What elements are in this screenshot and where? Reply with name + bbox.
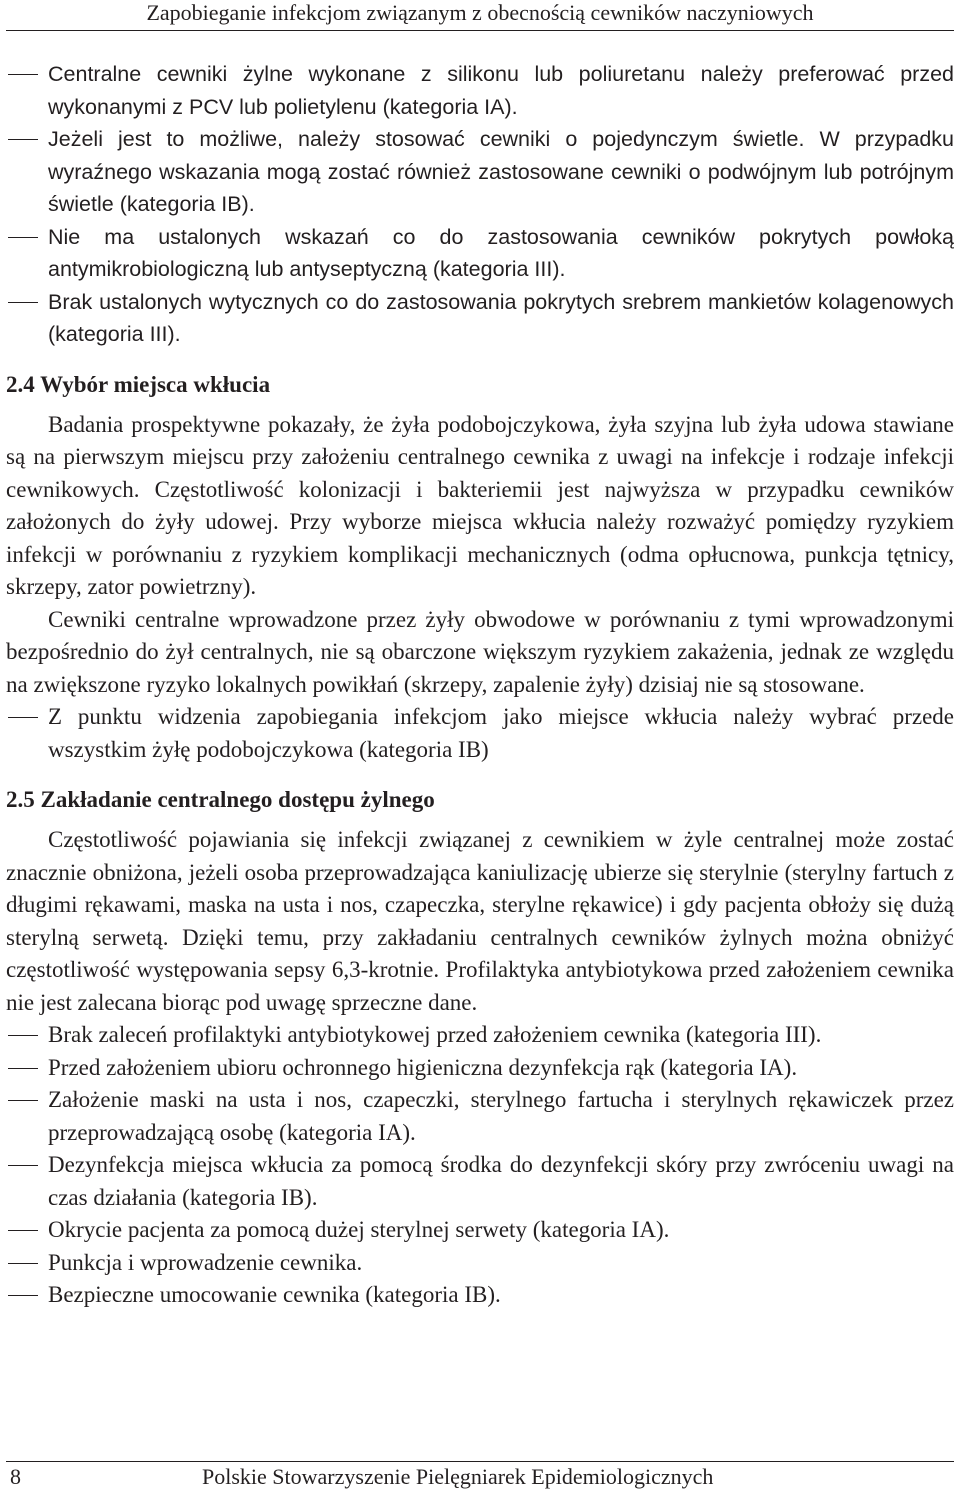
dash-marker	[8, 1295, 38, 1296]
list-item-text: Bezpieczne umocowanie cewnika (kategoria IB).	[48, 1282, 501, 1307]
running-header: Zapobieganie infekcjom związanym z obecnością cewników naczyniowych	[146, 0, 814, 25]
section-heading-2-4: 2.4 Wybór miejsca wkłucia	[6, 371, 271, 397]
body-paragraph: Badania prospektywne pokazały, że żyła podobojczykowa, żyła szyjna lub żyła udowa stawiane są na pierwszym miejscu przy założeniu centralnego cewnika z uwagi na infekcje i rodzaje infekcji cewnikowych. Częstotliwość kolonizacji i bakteriemii jest najwyższa w przypadku cewników założonych do żyły udowej. Przy wyborze miejsca wkłucia należy rozważyć pomiędzy ryzykiem infekcji w porównaniu z ryzykiem komplikacji mechanicznych (odma opłucnowa, punkcja tętnicy, skrzepy, zator powietrzny).	[6, 411, 954, 599]
list-item	[6, 1247, 954, 1280]
list-item	[6, 701, 954, 766]
dash-marker	[8, 1068, 38, 1069]
dash-marker	[8, 717, 38, 718]
list-item-text: Centralne cewniki żylne wykonane z silikonu lub poliuretanu należy preferować przed wykonanymi z PCV lub polietylenu (kategoria IA).	[48, 62, 954, 119]
dash-marker	[8, 237, 38, 238]
dash-marker	[8, 1165, 38, 1166]
header-divider	[6, 30, 954, 31]
list-item-text: Dezynfekcja miejsca wkłucia za pomocą środka do dezynfekcji skóry przy zwróceniu uwagi na czas działania (kategoria IB).	[48, 1152, 954, 1210]
list-item	[6, 1214, 954, 1247]
list-item	[6, 58, 954, 123]
body-paragraph: Cewniki centralne wprowadzone przez żyły obwodowe w porównaniu z tymi wprowadzonymi bezpośrednio do żył centralnych, nie są obarczone większym ryzykiem zakażenia, jednak ze względu na zwiększone ryzyko lokalnych powikłań (skrzepy, zapalenie żyły) dzisiaj nie są stosowane.	[6, 606, 954, 697]
page-number: 8	[10, 1464, 21, 1489]
list-item-text: Jeżeli jest to możliwe, należy stosować cewniki o pojedynczym świetle. W przypadku wyraźnego wskazania mogą zostać również zastosowane cewniki o podwójnym lub potrójnym świetle (kategoria IB).	[48, 127, 954, 216]
list-item	[6, 1019, 954, 1052]
body-paragraph: Częstotliwość pojawiania się infekcji związanej z cewnikiem w żyle centralnej może zostać znacznie obniżona, jeżeli osoba przeprowadzająca kaniulizację ubierze się sterylnie (sterylny fartuch z długimi rękawami, maska na usta i nos, czapeczka, sterylne rękawice) i gdy pacjenta obłoży się dużą sterylną serwetą. Dzięki temu, przy zakładaniu centralnych cewników żylnych można obniżyć częstotliwość występowania sepsy 6,3-krotnie. Profilaktyka antybiotykowa przed założeniem cewnika nie jest zalecana biorąc pod uwagę sprzeczne dane.	[6, 827, 954, 1015]
list-item-text: Brak zaleceń profilaktyki antybiotykowej przed założeniem cewnika (kategoria III).	[48, 1022, 822, 1047]
list-item-text: Punkcja i wprowadzenie cewnika.	[48, 1249, 363, 1275]
list-item-text: Z punktu widzenia zapobiegania infekcjom jako miejsce wkłucia należy wybrać przede wszystkim żyłę podobojczykowa (kategoria IB)	[48, 704, 954, 762]
dash-marker	[8, 139, 38, 140]
list-item-text: Przed założeniem ubioru ochronnego higieniczna dezynfekcja rąk (kategoria IA).	[48, 1054, 798, 1080]
list-item	[6, 221, 954, 286]
list-item-text: Nie ma ustalonych wskazań co do zastosowania cewników pokrytych powłoką antymikrobiologiczną lub antyseptyczną (kategoria III).	[48, 224, 954, 281]
dash-marker	[8, 1263, 38, 1264]
dash-marker	[8, 74, 38, 75]
dash-marker	[8, 1100, 38, 1101]
list-item-text: Okrycie pacjenta za pomocą dużej sterylnej serwety (kategoria IA).	[48, 1217, 670, 1242]
list-item	[6, 123, 954, 221]
footer-divider	[6, 1461, 954, 1462]
dash-marker	[8, 1230, 38, 1231]
dash-marker	[8, 302, 38, 303]
list-item	[6, 1149, 954, 1214]
page-content	[6, 58, 954, 1312]
list-item	[6, 1052, 954, 1085]
list-item-text: Brak ustalonych wytycznych co do zastosowania pokrytych srebrem mankietów kolagenowych (kategoria III).	[48, 289, 954, 346]
list-item-text: Założenie maski na usta i nos, czapeczki, sterylnego fartucha i sterylnych rękawiczek przez przeprowadzającą osobę (kategoria IA).	[48, 1087, 954, 1145]
list-item	[6, 1279, 954, 1312]
section-heading-2-5: 2.5 Zakładanie centralnego dostępu żylnego	[6, 787, 435, 812]
dash-marker	[8, 1035, 38, 1036]
footer-publisher: Polskie Stowarzyszenie Pielęgniarek Epidemiologicznych	[202, 1464, 714, 1489]
list-item	[6, 286, 954, 351]
list-item	[6, 1084, 954, 1149]
